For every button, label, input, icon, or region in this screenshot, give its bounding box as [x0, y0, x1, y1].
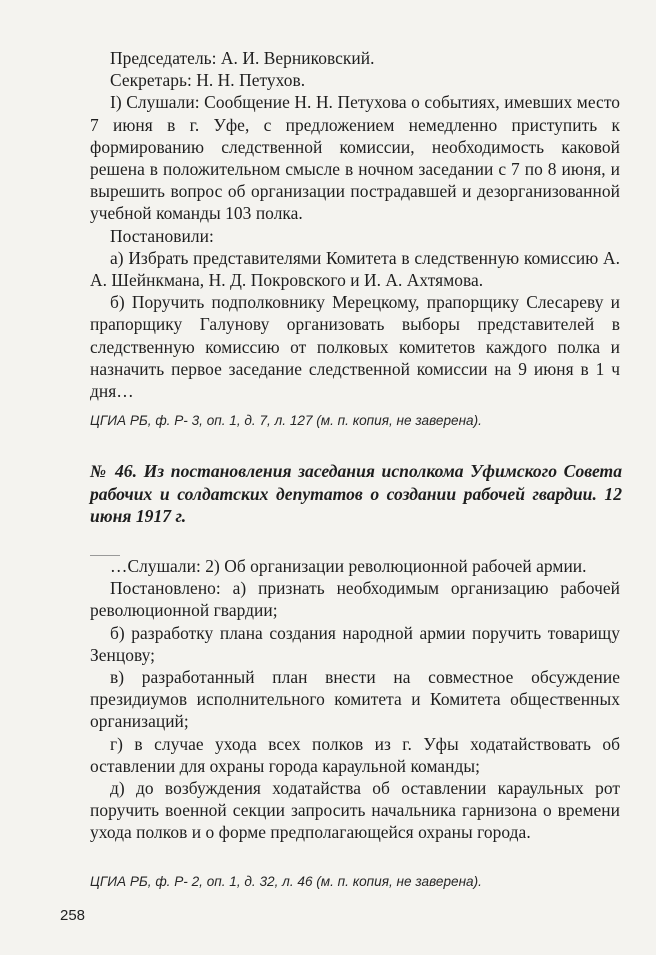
resolved-item-a: Постановлено: а) признать необходимым организацию рабочей революционной гвардии; [90, 578, 620, 621]
item-a: а) Избрать представителями Комитета в следственную комиссию А. А. Шейнкмана, Н. Д. Покровского и И. А. Ахтямова. [90, 247, 620, 291]
resolved-label: Постановили: [110, 225, 214, 246]
chairman-line: Председатель: А. И. Верниковский. [110, 48, 375, 68]
doc46-body [90, 555, 620, 844]
item-b: б) Поручить подполковнику Мерецкому, прапорщику Слесареву и прапорщику Галунову организовать выборы представителей в следственную комиссию от полковых комитетов каждого полка и назначить первое заседание следственной комиссии на 9 июня в 1 ч дня… [90, 292, 620, 402]
heard-paragraph: I) Слушали: Сообщение Н. Н. Петухова о событиях, имевших место 7 июня в г. Уфе, с предложением немедленно приступить к формированию следственной комиссии, необходимость каковой решена в положительном смысле в ночном заседании с 7 по 8 июня, и вырешить вопрос об организации пострадавшей и дезорганизованной учебной команды 103 полка. [90, 92, 620, 224]
item-v: в) разработанный план внести на совместное обсуждение президиумов исполнительного комитета и Комитета общественных организаций; [90, 667, 620, 732]
doc45-source: ЦГИА РБ, ф. Р- 3, оп. 1, д. 7, л. 127 (м. п. копия, не заверена). [90, 413, 482, 428]
secretary-line: Секретарь: Н. Н. Петухов. [110, 70, 306, 91]
item-d: д) до возбуждения ходатайства об оставлении караульных рот поручить военной секции запросить начальника гарнизона о времени ухода полков и о форме предполагающейся охраны города. [90, 778, 620, 843]
doc45-body [90, 47, 620, 402]
page-number: 258 [60, 907, 86, 924]
doc46-source: ЦГИА РБ, ф. Р- 2, оп. 1, д. 32, л. 46 (м. п. копия, не заверена). [90, 874, 482, 889]
item-b: б) разработку плана создания народной армии поручить товарищу Зенцову; [90, 622, 620, 665]
heard-paragraph: …Слушали: 2) Об организации революционной рабочей армии. [110, 556, 587, 576]
item-g: г) в случае ухода всех полков из г. Уфы ходатайствовать об оставлении для охраны города караульной команды; [90, 733, 620, 776]
doc46-heading: № 46. Из постановления заседания исполкома Уфимского Совета рабочих и солдатских депутатов о создании рабочей гвардии. 12 июня 1917 г. [90, 461, 622, 526]
